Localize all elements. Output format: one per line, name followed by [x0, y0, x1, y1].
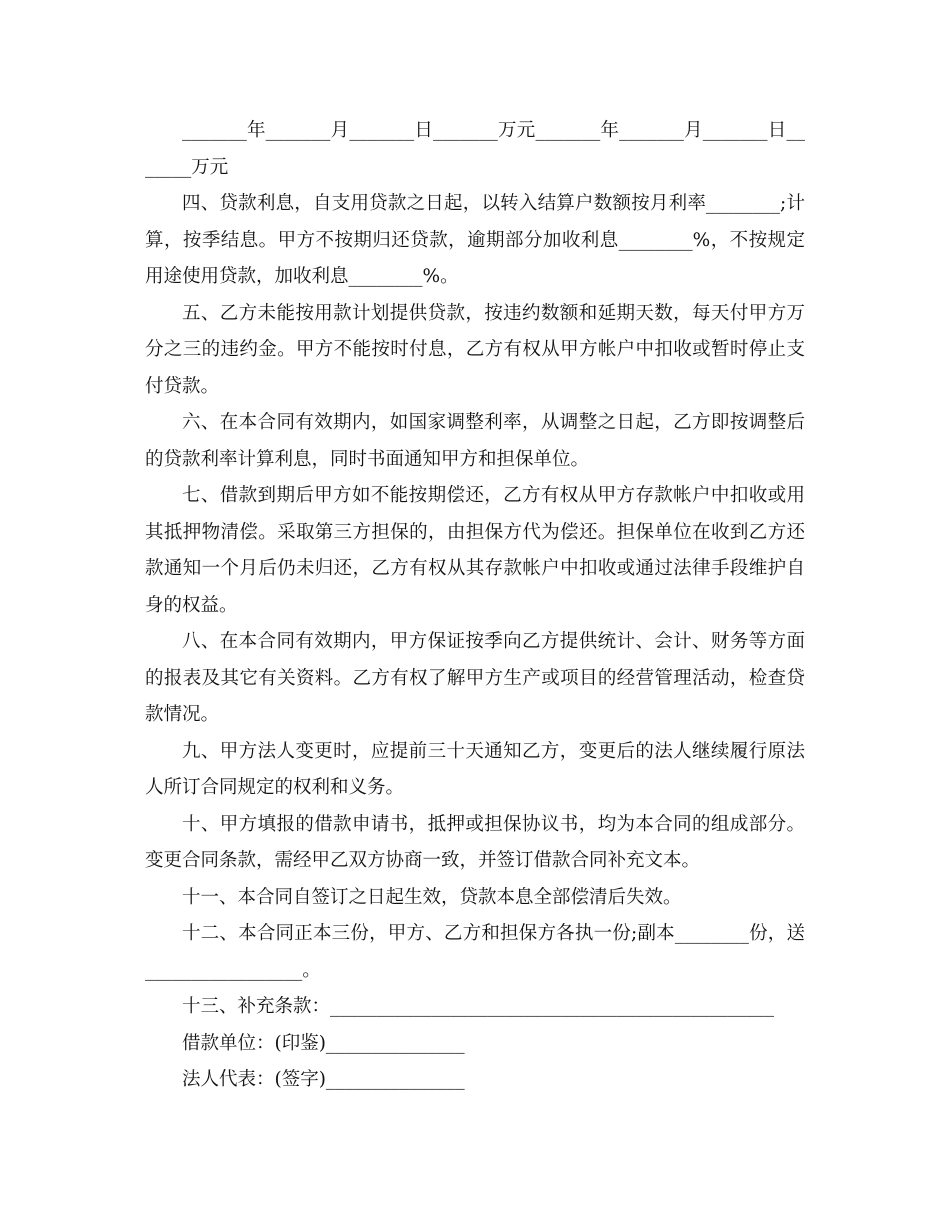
paragraph-clause-8-reporting: 八、在本合同有效期内，甲方保证按季向乙方提供统计、会计、财务等方面的报表及其它有关资料。乙方有权了解甲方生产或项目的经营管理活动，检查贷款情况。: [145, 631, 805, 725]
paragraph-clause-6-rate-adjustment: 六、在本合同有效期内，如国家调整利率，从调整之日起，乙方即按调整后的贷款利率计算利息，同时书面通知甲方和担保单位。: [145, 412, 805, 470]
paragraph-clause-12-copies: 十二、本合同正本三份，甲方、乙方和担保方各执一份;副本________份，送_________________。: [145, 923, 805, 981]
signature-legal-representative: 法人代表：(签字)_______________: [182, 1069, 465, 1090]
signature-borrower-unit: 借款单位：(印鉴)_______________: [182, 1032, 465, 1054]
document-body: [145, 113, 805, 1099]
paragraph-date-amount-schedule: _______年_______月_______日_______万元_______年_______月_______日_______万元: [145, 120, 805, 178]
paragraph-clause-11-effective: 十一、本合同自签订之日起生效，贷款本息全部偿清后失效。: [182, 886, 682, 908]
paragraph-clause-5-penalty: 五、乙方未能按用款计划提供贷款，按违约数额和延期天数，每天付甲方万分之三的违约金。甲方不能按时付息，乙方有权从甲方帐户中扣收或暂时停止支付贷款。: [145, 302, 805, 397]
paragraph-clause-4-interest: 四、贷款利息，自支用贷款之日起，以转入结算户数额按月利率________;计算，按季结息。甲方不按期归还贷款，逾期部分加收利息________%，不按规定用途使用贷款，加收利息________%。: [145, 193, 805, 287]
paragraph-clause-13-supplementary: 十三、补充条款：________________________________________________: [182, 996, 775, 1017]
paragraph-clause-10-contract-parts: 十、甲方填报的借款申请书，抵押或担保协议书，均为本合同的组成部分。变更合同条款，需经甲乙双方协商一致，并签订借款合同补充文本。: [145, 813, 805, 871]
paragraph-clause-9-legal-person-change: 九、甲方法人变更时，应提前三十天通知乙方，变更后的法人继续履行原法人所订合同规定的权利和义务。: [145, 740, 805, 798]
paragraph-clause-7-repayment: 七、借款到期后甲方如不能按期偿还，乙方有权从甲方存款帐户中扣收或用其抵押物清偿。采取第三方担保的，由担保方代为偿还。担保单位在收到乙方还款通知一个月后仍未归还，乙方有权从其存款帐户中扣收或通过法律手段维护自身的权益。: [145, 485, 805, 616]
